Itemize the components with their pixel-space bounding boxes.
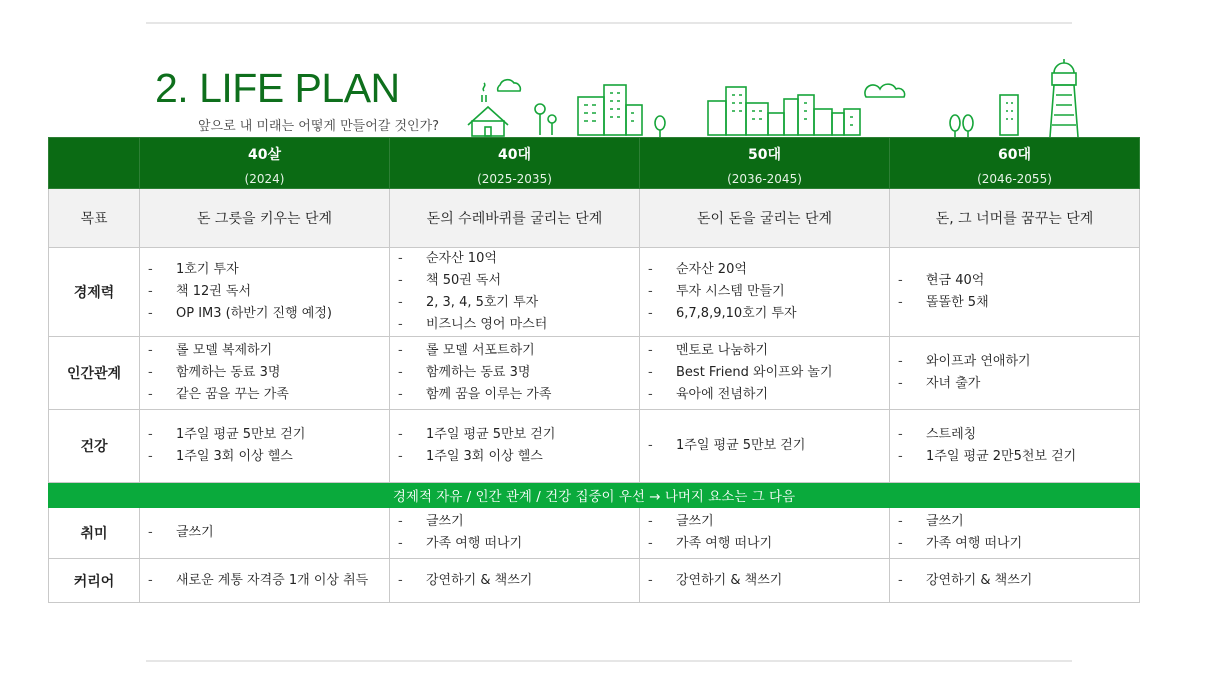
row-label: 취미 (49, 508, 140, 559)
plan-cell (640, 410, 890, 483)
list-item: - 글쓰기 (148, 522, 389, 544)
period-header: 40살 (2024) (140, 138, 390, 189)
plan-cell (890, 337, 1140, 410)
bullet-list (140, 570, 389, 592)
plan-cell (890, 508, 1140, 559)
tree-icon (535, 104, 556, 135)
list-item: - 현금 40억 (898, 270, 1139, 292)
bullet-list (140, 424, 389, 468)
period-header: 50대 (2036-2045) (640, 138, 890, 189)
plan-cell (640, 337, 890, 410)
list-item: - 투자 시스템 만들기 (648, 281, 889, 303)
period-header: 40대 (2025-2035) (390, 138, 640, 189)
building-icon (708, 87, 860, 135)
list-item: - 똘똘한 5채 (898, 292, 1139, 314)
bullet-list (390, 248, 639, 336)
priority-banner: 경제적 자유 / 인간 관계 / 건강 집중이 우선 → 나머지 요소는 그 다음 (49, 483, 1140, 508)
list-item: - 1주일 평균 2만5천보 걷기 (898, 446, 1139, 468)
bullet-list (640, 435, 889, 457)
plan-cell (390, 559, 640, 603)
list-item: - 새로운 계통 자격증 1개 이상 취득 (148, 570, 389, 592)
list-item: - 강연하기 & 책쓰기 (898, 570, 1139, 592)
list-item: - 1주일 3회 이상 헬스 (398, 446, 639, 468)
goal-cell: 돈의 수레바퀴를 굴리는 단계 (390, 189, 640, 248)
list-item: - OP IM3 (하반기 진행 예정) (148, 303, 389, 325)
lighthouse-icon (1050, 59, 1078, 137)
list-item: - 순자산 20억 (648, 259, 889, 281)
building-icon (1000, 95, 1018, 135)
plan-cell (640, 508, 890, 559)
list-item: - Best Friend 와이프와 놀기 (648, 362, 889, 384)
row-label: 경제력 (49, 248, 140, 337)
life-plan-table (48, 137, 1140, 603)
bullet-list (640, 340, 889, 406)
list-item: - 자녀 출가 (898, 373, 1139, 395)
list-item: - 와이프과 연애하기 (898, 351, 1139, 373)
plan-cell (390, 248, 640, 337)
table-row (49, 508, 1140, 559)
plan-cell (640, 248, 890, 337)
plan-cell (140, 337, 390, 410)
bullet-list (890, 270, 1139, 314)
bullet-list (640, 511, 889, 555)
plan-cell (140, 508, 390, 559)
list-item: - 1주일 3회 이상 헬스 (148, 446, 389, 468)
bullet-list (390, 511, 639, 555)
list-item: - 비즈니스 영어 마스터 (398, 314, 639, 336)
list-item: - 1호기 투자 (148, 259, 389, 281)
bullet-list (140, 259, 389, 325)
list-item: - 1주일 평균 5만보 걷기 (648, 435, 889, 457)
bullet-list (640, 259, 889, 325)
tree-icon (950, 115, 973, 137)
list-item: - 가족 여행 떠나기 (398, 533, 639, 555)
list-item: - 롤 모델 서포트하기 (398, 340, 639, 362)
period-header: 60대 (2046-2055) (890, 138, 1140, 189)
list-item: - 멘토로 나눔하기 (648, 340, 889, 362)
table-header-row (49, 138, 1140, 189)
list-item: - 강연하기 & 책쓰기 (648, 570, 889, 592)
list-item: - 글쓰기 (898, 511, 1139, 533)
bullet-list (890, 351, 1139, 395)
bullet-list (390, 340, 639, 406)
row-label: 인간관계 (49, 337, 140, 410)
list-item: - 가족 여행 떠나기 (648, 533, 889, 555)
list-item: - 롤 모델 복제하기 (148, 340, 389, 362)
list-item: - 1주일 평균 5만보 걷기 (148, 424, 389, 446)
list-item: - 1주일 평균 5만보 걷기 (398, 424, 639, 446)
plan-cell (890, 559, 1140, 603)
plan-cell (390, 410, 640, 483)
goal-cell: 돈 그릇을 키우는 단계 (140, 189, 390, 248)
bottom-divider (146, 660, 1072, 662)
plan-cell (140, 559, 390, 603)
priority-banner-row (49, 483, 1140, 508)
list-item: - 6,7,8,9,10호기 투자 (648, 303, 889, 325)
goal-cell: 돈, 그 너머를 꿈꾸는 단계 (890, 189, 1140, 248)
plan-cell (890, 410, 1140, 483)
list-item: - 함께하는 동료 3명 (398, 362, 639, 384)
tree-icon (655, 116, 665, 137)
table-row (49, 248, 1140, 337)
table-row (49, 559, 1140, 603)
bullet-list (390, 424, 639, 468)
list-item: - 글쓰기 (648, 511, 889, 533)
plan-cell (640, 559, 890, 603)
plan-cell (140, 248, 390, 337)
list-item: - 같은 꿈을 꾸는 가족 (148, 384, 389, 406)
plan-cell (390, 337, 640, 410)
cloud-icon (865, 84, 905, 97)
plan-cell (390, 508, 640, 559)
plan-cell (140, 410, 390, 483)
page-title: 2. LIFE PLAN (155, 65, 400, 111)
bullet-list (390, 570, 639, 592)
goal-cell: 돈이 돈을 굴리는 단계 (640, 189, 890, 248)
row-label: 커리어 (49, 559, 140, 603)
bullet-list (140, 340, 389, 406)
list-item: - 책 12권 독서 (148, 281, 389, 303)
list-item: - 육아에 전념하기 (648, 384, 889, 406)
table-row (49, 337, 1140, 410)
row-label: 목표 (49, 189, 140, 248)
list-item: - 함께 꿈을 이루는 가족 (398, 384, 639, 406)
bullet-list (140, 522, 389, 544)
list-item: - 스트레칭 (898, 424, 1139, 446)
list-item: - 책 50권 독서 (398, 270, 639, 292)
bullet-list (890, 511, 1139, 555)
list-item: - 2, 3, 4, 5호기 투자 (398, 292, 639, 314)
list-item: - 함께하는 동료 3명 (148, 362, 389, 384)
list-item: - 강연하기 & 책쓰기 (398, 570, 639, 592)
table-row (49, 410, 1140, 483)
bullet-list (890, 424, 1139, 468)
building-icon (578, 85, 642, 135)
top-divider (146, 22, 1072, 24)
bullet-list (640, 570, 889, 592)
list-item: - 순자산 10억 (398, 248, 639, 270)
bullet-list (890, 570, 1139, 592)
list-item: - 가족 여행 떠나기 (898, 533, 1139, 555)
page-subtitle: 앞으로 내 미래는 어떻게 만들어갈 것인가? (198, 119, 440, 134)
row-label: 건강 (49, 410, 140, 483)
city-skyline-illustration (460, 55, 1090, 139)
cloud-icon (498, 80, 521, 91)
list-item: - 글쓰기 (398, 511, 639, 533)
header-corner (49, 138, 140, 189)
plan-cell (890, 248, 1140, 337)
goal-row (49, 189, 1140, 248)
